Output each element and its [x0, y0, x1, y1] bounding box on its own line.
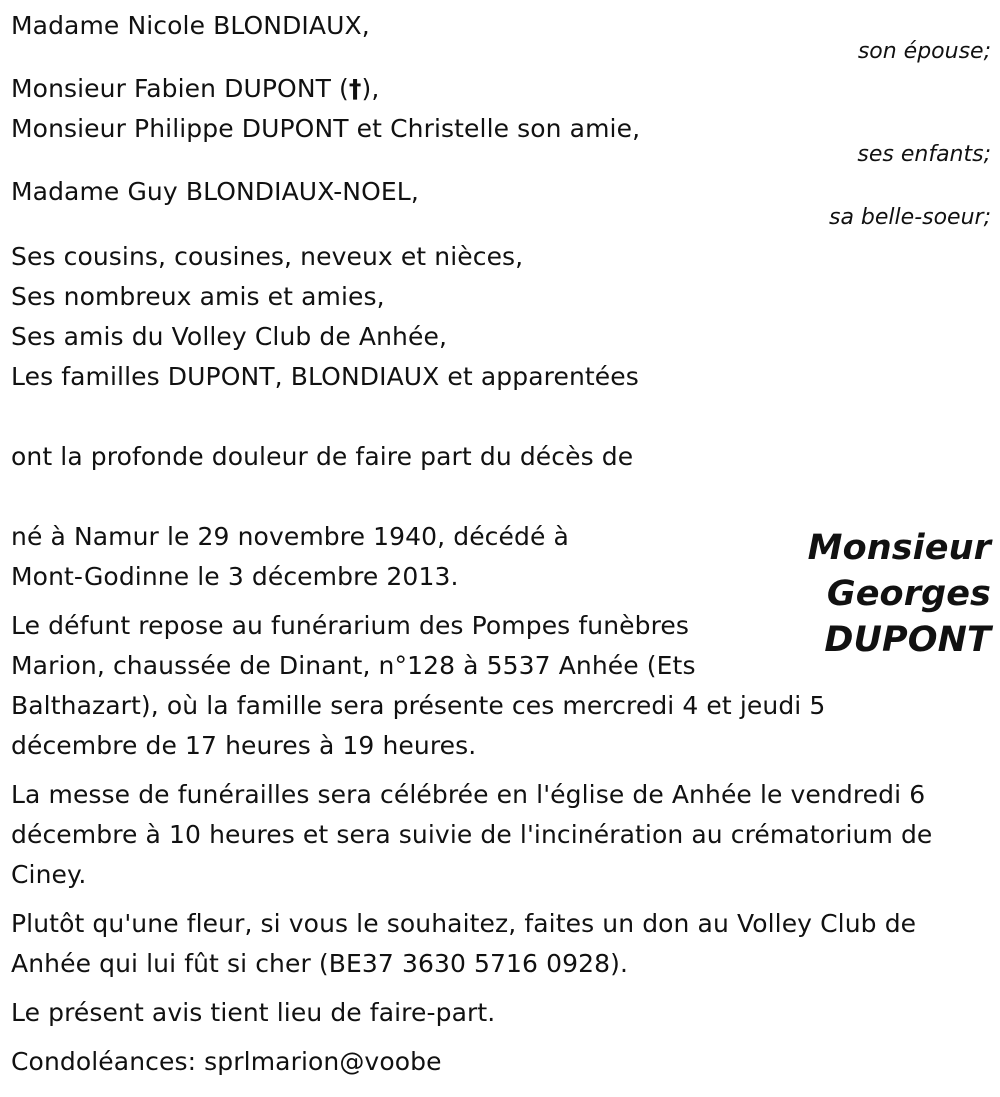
funeral-paragraph: [11, 775, 991, 895]
child-2-name: Monsieur Philippe DUPONT et Christelle son amie,: [11, 114, 641, 143]
donation-paragraph: [11, 904, 991, 984]
sister-in-law-name: Madame Guy BLONDIAUX-NOEL,: [11, 177, 419, 206]
notice-paragraph: [11, 993, 991, 1033]
other-relatives-line: Les familles DUPONT, BLONDIAUX et apparentées: [11, 362, 639, 391]
funeral-line: Ciney.: [11, 860, 87, 889]
condolences-text: Condoléances: sprlmarion@voobe: [11, 1047, 442, 1076]
donation-line: Anhée qui lui fût si cher (BE37 3630 5716 0928).: [11, 949, 629, 978]
announcement-text: ont la profonde douleur de faire part du décès de: [11, 442, 634, 471]
spacer: [11, 397, 991, 437]
other-relatives-line: Ses nombreux amis et amies,: [11, 282, 385, 311]
spouse-relation: son épouse;: [857, 39, 991, 64]
donation-line: Plutôt qu'une fleur, si vous le souhaitez, faites un don au Volley Club de: [11, 909, 917, 938]
viewing-line: Le défunt repose au funérarium des Pompes funèbres: [11, 611, 690, 640]
spacer: [11, 477, 991, 517]
children-relation: ses enfants;: [857, 142, 991, 167]
birth-death-line: né à Namur le 29 novembre 1940, décédé à: [11, 522, 569, 551]
cross-icon: †: [348, 74, 362, 103]
deceased-first-name: Georges: [826, 574, 991, 614]
deceased-name: [751, 525, 991, 663]
viewing-line: Marion, chaussée de Dinant, n°128 à 5537 Anhée (Ets: [11, 651, 696, 680]
child-1-suffix: ),: [361, 74, 380, 103]
funeral-line: décembre à 10 heures et sera suivie de l'incinération au crématorium de: [11, 820, 933, 849]
other-relatives-line: Ses cousins, cousines, neveux et nièces,: [11, 242, 524, 271]
viewing-line: Balthazart), où la famille sera présente ces mercredi 4 et jeudi 5: [11, 691, 826, 720]
sister-in-law-relation: sa belle-soeur;: [829, 205, 991, 230]
deceased-title: Monsieur: [807, 528, 991, 568]
other-relatives-line: Ses amis du Volley Club de Anhée,: [11, 322, 448, 351]
birth-death-line: Mont-Godinne le 3 décembre 2013.: [11, 562, 459, 591]
notice-text: Le présent avis tient lieu de faire-part.: [11, 998, 496, 1027]
deceased-section: [11, 517, 991, 766]
child-1-name: [11, 69, 991, 109]
condolences-paragraph: [11, 1042, 991, 1082]
viewing-line: décembre de 17 heures à 19 heures.: [11, 731, 477, 760]
funeral-line: La messe de funérailles sera célébrée en l'église de Anhée le vendredi 6: [11, 780, 926, 809]
deceased-last-name: DUPONT: [824, 620, 991, 660]
obituary-notice: [11, 6, 991, 1082]
spouse-name: Madame Nicole BLONDIAUX,: [11, 11, 370, 40]
child-1-prefix: Monsieur Fabien DUPONT (: [11, 74, 349, 103]
